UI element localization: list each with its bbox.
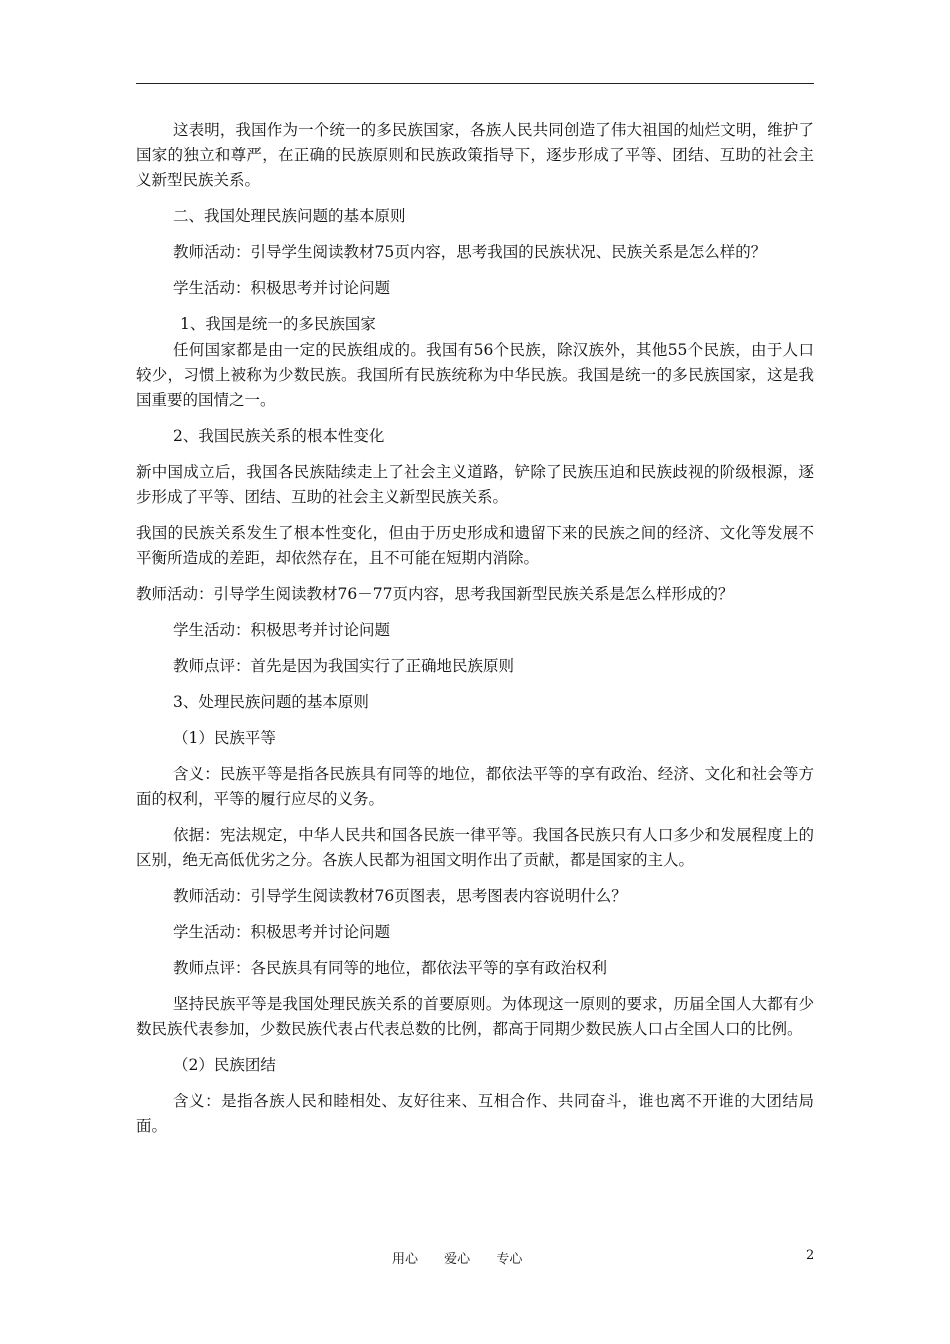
teacher-activity: 教师活动：引导学生阅读教材75页内容，思考我国的民族状况、民族关系是怎么样的？ (173, 243, 767, 261)
student-activity: 学生活动：积极思考并讨论问题 (173, 621, 391, 639)
paragraph-new-china: 新中国成立后，我国各民族陆续走上了社会主义道路，铲除了民族压迫和民族歧视的阶级根源，逐步形成了平等、团结、互助的社会主义新型民族关系。 (136, 463, 814, 506)
paragraph-equality-meaning: 含义：民族平等是指各民族具有同等的地位，都依法平等的享有政治、经济、文化和社会等方面的权利，平等的履行应尽的义务。 (136, 765, 814, 808)
paragraph-unity-meaning: 含义：是指各族人民和睦相处、友好往来、互相合作、共同奋斗，谁也离不开谁的大团结局面。 (136, 1092, 814, 1135)
student-activity: 学生活动：积极思考并讨论问题 (173, 923, 391, 941)
page-number: 2 (806, 1248, 815, 1263)
header-rule (136, 83, 814, 84)
subheading-unified-nation: 1、我国是统一的多民族国家 (180, 315, 376, 333)
subheading-ethnic-unity: （2）民族团结 (173, 1056, 276, 1074)
footer-motto-word: 专心 (496, 1252, 523, 1267)
footer-motto-word: 爱心 (444, 1252, 471, 1267)
paragraph-equality-basis: 依据：宪法规定，中华人民共和国各民族一律平等。我国各民族只有人口多少和发展程度上的区别，绝无高低优劣之分。各族人民都为祖国文明作出了贡献，都是国家的主人。 (136, 826, 814, 869)
footer-motto-word: 用心 (392, 1252, 419, 1267)
subheading-ethnic-equality: （1）民族平等 (173, 729, 276, 747)
section-heading-2: 二、我国处理民族问题的基本原则 (173, 207, 406, 225)
paragraph-equality-principle: 坚持民族平等是我国处理民族关系的首要原则。为体现这一原则的要求，历届全国人大都有少数民族代表参加，少数民族代表占代表总数的比例，都高于同期少数民族人口占全国人口的比例。 (136, 995, 814, 1038)
paragraph-relationship-change: 我国的民族关系发生了根本性变化，但由于历史形成和遗留下来的民族之间的经济、文化等发展不平衡所造成的差距，却依然存在，且不可能在短期内消除。 (136, 524, 814, 567)
student-activity: 学生活动：积极思考并讨论问题 (173, 279, 391, 297)
teacher-comment: 教师点评：各民族具有同等的地位，都依法平等的享有政治权利 (173, 959, 608, 977)
paragraph-nation-composition: 任何国家都是由一定的民族组成的。我国有56个民族，除汉族外，其他55个民族，由于人口较少，习惯上被称为少数民族。我国所有民族统称为中华民族。我国是统一的多民族国家，这是我国重要的国情之一。 (136, 341, 814, 409)
document-body (136, 118, 814, 1139)
paragraph-summary: 这表明，我国作为一个统一的多民族国家，各族人民共同创造了伟大祖国的灿烂文明，维护了国家的独立和尊严，在正确的民族原则和民族政策指导下，逐步形成了平等、团结、互助的社会主义新型民族关系。 (136, 121, 814, 189)
subheading-basic-principles: 3、处理民族问题的基本原则 (173, 693, 369, 711)
teacher-activity: 教师活动：引导学生阅读教材76－77页内容，思考我国新型民族关系是怎么样形成的？ (136, 585, 734, 603)
teacher-comment: 教师点评：首先是因为我国实行了正确地民族原则 (173, 657, 515, 675)
subheading-relationship-change: 2、我国民族关系的根本性变化 (173, 427, 385, 445)
footer-motto (392, 1248, 544, 1267)
teacher-activity: 教师活动：引导学生阅读教材76页图表，思考图表内容说明什么？ (173, 887, 627, 905)
